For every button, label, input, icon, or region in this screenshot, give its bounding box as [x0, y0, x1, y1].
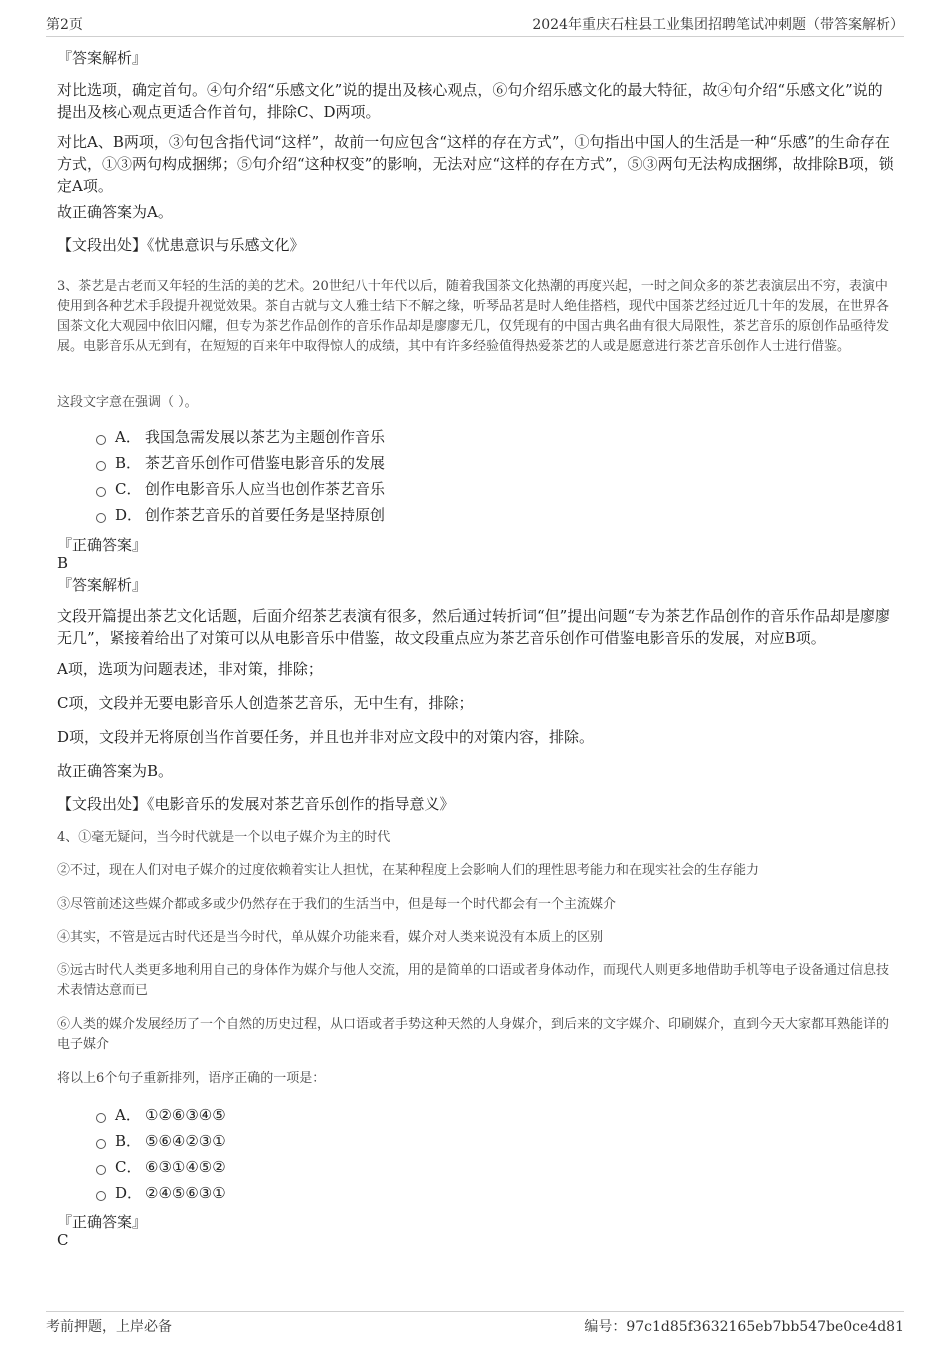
option-key: D． — [115, 1184, 143, 1202]
option-text: ①②⑥③④⑤ — [145, 1106, 226, 1124]
q2-analysis-para1: 对比选项，确定首句。④句介绍“乐感文化”说的提出及核心观点，⑥句介绍乐感文化的最大特征，故④句介绍“乐感文化”说的提出及核心观点更适合作首句，排除C、D两项。 — [57, 81, 883, 121]
radio-icon[interactable] — [96, 1113, 106, 1123]
q4-answer: C — [57, 1231, 69, 1249]
q3-stem: 3、茶艺是古老而又年轻的生活的美的艺术。20世纪八十年代以后，随着我国茶文化热潮的再度兴起，一时之间众多的茶艺表演层出不穷，表演中使用到各种艺术手段提升视觉效果。茶自古就与文人雅士结下不解之缘，听琴品茗是时人绝佳搭档，现代中国茶艺经过近几十年的发展，在世界各国茶文化大观园中依旧闪耀，但专为茶艺作品创作的音乐作品却是廖廖无几，仅凭现有的中国古典名曲有很大局限性，茶艺音乐的原创作品亟待发展。电影音乐从无到有，在短短的百来年中取得惊人的成绩，其中有许多经验值得热爱茶艺的人或是愿意进行茶艺音乐创作人士进行借鉴。 — [57, 279, 890, 354]
option-key: B． — [115, 1132, 142, 1150]
option-key: D． — [115, 506, 143, 524]
q3-analysis-c: C项，文段并无要电影音乐人创造茶艺音乐，无中生有，排除； — [57, 694, 474, 712]
q4-sentence-3: ③尽管前述这些媒介都或多或少仍然存在于我们的生活当中，但是每一个时代都会有一个主流媒介 — [57, 897, 617, 912]
q4-option-d[interactable] — [96, 1182, 226, 1204]
q3-analysis-a: A项，选项为问题表述，非对策，排除； — [57, 660, 323, 678]
q4-option-a[interactable] — [96, 1104, 226, 1126]
q4-sentence-2: ②不过，现在人们对电子媒介的过度依赖着实让人担忧，在某种程度上会影响人们的理性思考能力和在现实社会的生存能力 — [57, 863, 760, 878]
radio-icon[interactable] — [96, 435, 106, 445]
q2-source: 【文段出处】《忧患意识与乐感文化》 — [57, 236, 305, 254]
option-key: A． — [115, 428, 141, 446]
option-text: 创作茶艺音乐的首要任务是坚持原创 — [145, 506, 386, 524]
radio-icon[interactable] — [96, 487, 106, 497]
radio-icon[interactable] — [96, 1139, 106, 1149]
option-text: ⑥③①④⑤② — [145, 1158, 226, 1176]
q4-option-c[interactable] — [96, 1156, 226, 1178]
option-key: C． — [115, 480, 142, 498]
q4-question: 将以上6个句子重新排列，语序正确的一项是： — [57, 1071, 326, 1086]
q2-analysis-para2: 对比A、B两项，③句包含指代词“这样”，故前一句应包含“这样的存在方式”，①句指出中国人的生活是一种“乐感”的生命存在方式，①③两句构成捆绑；⑤句介绍“这种权变”的影响，无法对应“这样的存在方式”，⑤③两句无法构成捆绑，故排除B项，锁定A项。 — [57, 133, 894, 195]
option-text: 茶艺音乐创作可借鉴电影音乐的发展 — [145, 454, 386, 472]
page-number: 第2页 — [46, 17, 83, 33]
document-id: 编号：97c1d85f3632165eb7bb547be0ce4d81 — [584, 1319, 904, 1335]
footer-slogan: 考前押题，上岸必备 — [46, 1319, 172, 1335]
radio-icon[interactable] — [96, 513, 106, 523]
q3-option-c[interactable] — [96, 478, 385, 500]
document-title: 2024年重庆石柱县工业集团招聘笔试冲刺题（带答案解析） — [532, 17, 904, 33]
q4-sentence-4: ④其实，不管是远古时代还是当今时代，单从媒介功能来看，媒介对人类来说没有本质上的区别 — [57, 930, 604, 945]
radio-icon[interactable] — [96, 1191, 106, 1201]
q3-question: 这段文字意在强调（ ）。 — [57, 395, 198, 410]
q2-conclusion: 故正确答案为A。 — [57, 203, 173, 221]
option-text: ⑤⑥④②③① — [145, 1132, 226, 1150]
radio-icon[interactable] — [96, 461, 106, 471]
page-footer — [46, 1311, 904, 1336]
page-header — [46, 12, 904, 37]
q3-option-b[interactable] — [96, 452, 385, 474]
q3-option-d[interactable] — [96, 504, 385, 526]
q4-answer-label: 『正确答案』 — [57, 1213, 148, 1231]
option-key: B． — [115, 454, 142, 472]
q4-sentence-1: 4、①毫无疑问，当今时代就是一个以电子媒介为主的时代 — [57, 830, 391, 845]
q2-analysis-label: 『答案解析』 — [57, 49, 148, 67]
q3-answer: B — [57, 554, 69, 572]
q3-conclusion: 故正确答案为B。 — [57, 762, 174, 780]
option-key: A． — [115, 1106, 141, 1124]
q3-source: 【文段出处】《电影音乐的发展对茶艺音乐创作的指导意义》 — [57, 795, 455, 813]
option-text: 创作电影音乐人应当也创作茶艺音乐 — [145, 480, 386, 498]
q3-analysis-d: D项，文段并无将原创当作首要任务，并且也并非对应文段中的对策内容，排除。 — [57, 728, 595, 746]
q4-sentence-5: ⑤远古时代人类更多地利用自己的身体作为媒介与他人交流，用的是简单的口语或者身体动作，而现代人则更多地借助手机等电子设备通过信息技术表情达意而已 — [57, 963, 890, 998]
q4-option-b[interactable] — [96, 1130, 226, 1152]
q3-analysis-para1: 文段开篇提出茶艺文化话题，后面介绍茶艺表演有很多，然后通过转折词“但”提出问题“专为茶艺作品创作的音乐作品却是廖廖无几”，紧接着给出了对策可以从电影音乐中借鉴，故文段重点应为茶艺音乐创作可借鉴电影音乐的发展，对应B项。 — [57, 607, 891, 647]
q3-analysis-label: 『答案解析』 — [57, 576, 148, 594]
option-text: ②④⑤⑥③① — [145, 1184, 226, 1202]
option-key: C． — [115, 1158, 142, 1176]
q3-answer-label: 『正确答案』 — [57, 536, 148, 554]
radio-icon[interactable] — [96, 1165, 106, 1175]
q3-option-a[interactable] — [96, 426, 385, 448]
option-text: 我国急需发展以茶艺为主题创作音乐 — [145, 428, 386, 446]
q4-sentence-6: ⑥人类的媒介发展经历了一个自然的历史过程，从口语或者手势这种天然的人身媒介，到后来的文字媒介、印刷媒介，直到今天大家都耳熟能详的电子媒介 — [57, 1017, 890, 1052]
